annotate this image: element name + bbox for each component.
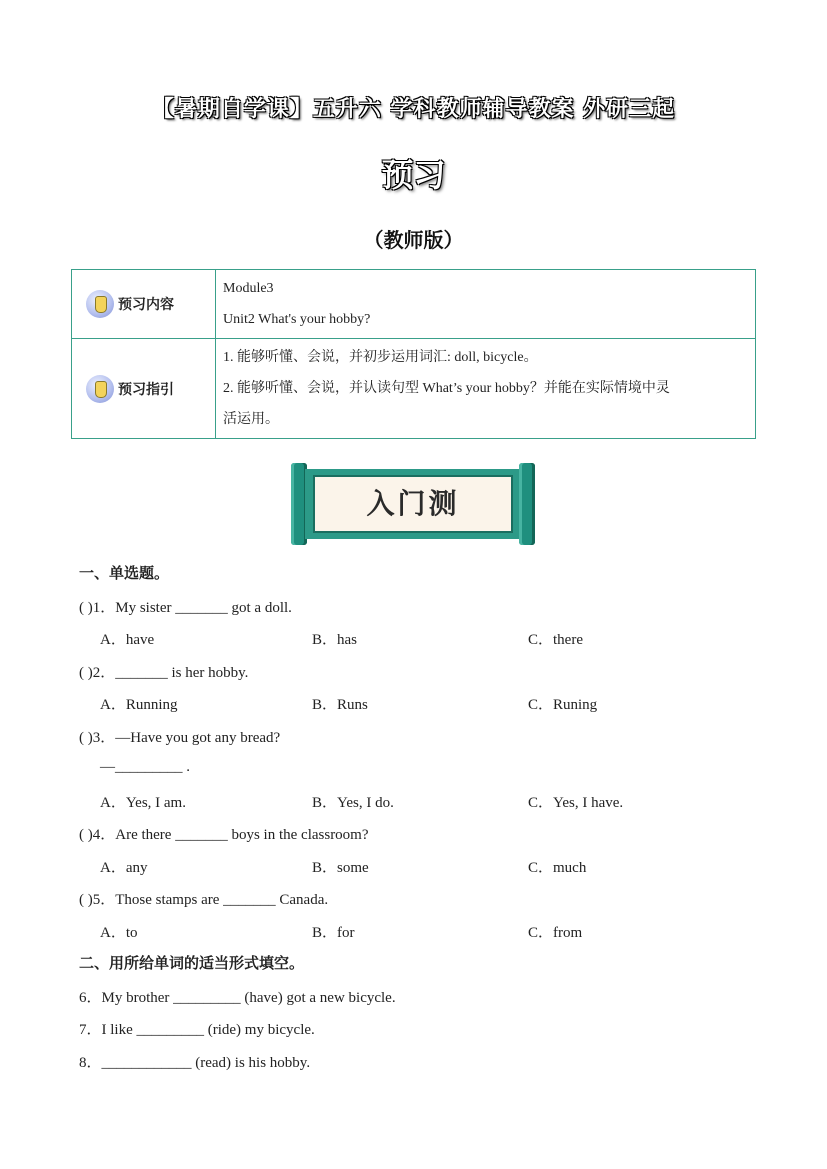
option-a: A．to (100, 925, 138, 941)
preview-info-table (71, 269, 756, 439)
section-title: 二、用所给单词的适当形式填空。 (79, 954, 305, 972)
info-value-line: 1. 能够听懂、会说，并初步运用词汇: doll, bicycle。 (223, 350, 538, 365)
document-header-subtitle: 预习 (381, 156, 446, 194)
option-c: C．Yes, I have. (528, 795, 624, 811)
question-stem: ( )5．Those stamps are _______ Canada. (79, 892, 329, 908)
option-c: C．there (528, 632, 583, 648)
document-edition-label: （教师版） (363, 228, 464, 252)
info-label: 预习指引 (118, 381, 174, 398)
fill-in-item: 6．My brother _________ (have) got a new bicycle. (79, 990, 396, 1006)
option-a: A．Yes, I am. (100, 795, 186, 811)
info-value-line: 2. 能够听懂、会说，并认读句型 What’s your hobby？并能在实际情境中灵 (223, 381, 670, 396)
option-a: A．any (100, 860, 148, 876)
info-value-line: Unit2 What's your hobby? (223, 312, 371, 327)
question-stem: ( )4．Are there _______ boys in the classroom? (79, 827, 369, 843)
option-a: A．have (100, 632, 155, 648)
lightbulb-icon (86, 375, 114, 403)
option-b: B．for (312, 925, 355, 941)
fill-in-item: 7．I like _________ (ride) my bicycle. (79, 1022, 315, 1038)
banner-title: 入门测 (313, 475, 513, 533)
info-label-cell (72, 270, 216, 339)
option-b: B．Runs (312, 697, 368, 713)
section-title: 一、单选题。 (79, 564, 170, 582)
option-c: C．much (528, 860, 587, 876)
info-value-cell (216, 339, 756, 439)
fill-in-item: 8．____________ (read) is his hobby. (79, 1055, 311, 1071)
info-value-line: 活运用。 (223, 412, 279, 427)
option-c: C．Runing (528, 697, 598, 713)
document-header-title: 【暑期自学课】五升六 学科教师辅导教案 外研三起 (151, 97, 676, 122)
info-label-cell (72, 339, 216, 439)
option-b: B．Yes, I do. (312, 795, 394, 811)
answer-blank-line: —_________ . (100, 759, 190, 775)
info-row-guide (72, 339, 756, 439)
question-stem: ( )2．_______ is her hobby. (79, 665, 249, 681)
lightbulb-globe-icon (86, 290, 114, 318)
info-row-content (72, 270, 756, 339)
question-stem: ( )1．My sister _______ got a doll. (79, 600, 292, 616)
option-c: C．from (528, 925, 583, 941)
option-b: B．has (312, 632, 358, 648)
scroll-roll-right (519, 463, 535, 545)
info-value-line: Module3 (223, 281, 274, 296)
info-value-cell (216, 270, 756, 339)
option-b: B．some (312, 860, 369, 876)
option-a: A．Running (100, 697, 178, 713)
info-label: 预习内容 (118, 297, 174, 313)
question-stem: ( )3．—Have you got any bread? (79, 730, 281, 746)
section-banner (291, 463, 535, 545)
